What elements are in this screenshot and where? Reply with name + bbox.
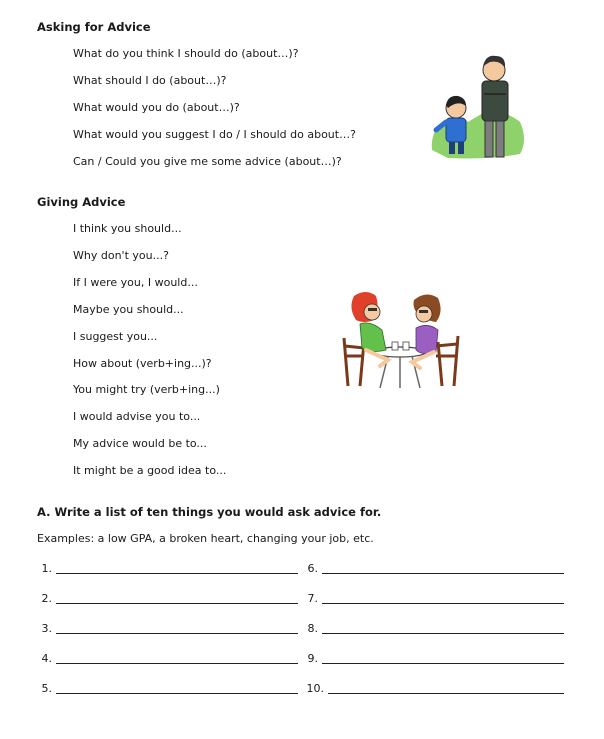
blank-number: 8. [307, 622, 318, 635]
blank-number: 2. [41, 592, 52, 605]
giving-phrase: You might try (verb+ing...) [73, 383, 220, 396]
giving-phrase: I suggest you... [73, 330, 158, 343]
blank-number: 7. [307, 592, 318, 605]
giving-phrase: I would advise you to... [73, 410, 201, 423]
blank-number: 6. [307, 562, 318, 575]
giving-phrase: My advice would be to... [73, 437, 207, 450]
task-title: A. Write a list of ten things you would ask advice for. [37, 505, 382, 519]
answer-line[interactable] [328, 693, 564, 694]
giving-phrase: I think you should... [73, 222, 182, 235]
answer-line[interactable] [322, 603, 564, 604]
task-examples: Examples: a low GPA, a broken heart, changing your job, etc. [37, 532, 374, 545]
blank-number: 9. [307, 652, 318, 665]
blank-number: 10. [306, 682, 324, 695]
asking-phrase: What would you suggest I do / I should do about…? [73, 128, 356, 141]
blank-number: 1. [41, 562, 52, 575]
boy-asking-man-illustration [428, 50, 528, 162]
blank-number: 5. [41, 682, 52, 695]
asking-phrase: What should I do (about…)? [73, 74, 227, 87]
answer-line[interactable] [322, 663, 564, 664]
giving-phrase: If I were you, I would... [73, 276, 198, 289]
blank-number: 3. [41, 622, 52, 635]
answer-line[interactable] [56, 663, 298, 664]
giving-phrase: How about (verb+ing...)? [73, 357, 212, 370]
asking-phrase: Can / Could you give me some advice (about…)? [73, 155, 342, 168]
giving-phrase: It might be a good idea to... [73, 464, 227, 477]
giving-phrase: Maybe you should... [73, 303, 184, 316]
answer-line[interactable] [56, 693, 298, 694]
answer-line[interactable] [322, 573, 564, 574]
answer-line[interactable] [322, 633, 564, 634]
giving-phrase: Why don't you...? [73, 249, 169, 262]
two-women-at-cafe-table-illustration [340, 290, 462, 394]
asking-phrase: What would you do (about…)? [73, 101, 240, 114]
blank-number: 4. [41, 652, 52, 665]
giving-heading: Giving Advice [37, 195, 126, 209]
asking-heading: Asking for Advice [37, 20, 151, 34]
answer-line[interactable] [56, 603, 298, 604]
answer-line[interactable] [56, 633, 298, 634]
asking-phrase: What do you think I should do (about…)? [73, 47, 299, 60]
answer-line[interactable] [56, 573, 298, 574]
